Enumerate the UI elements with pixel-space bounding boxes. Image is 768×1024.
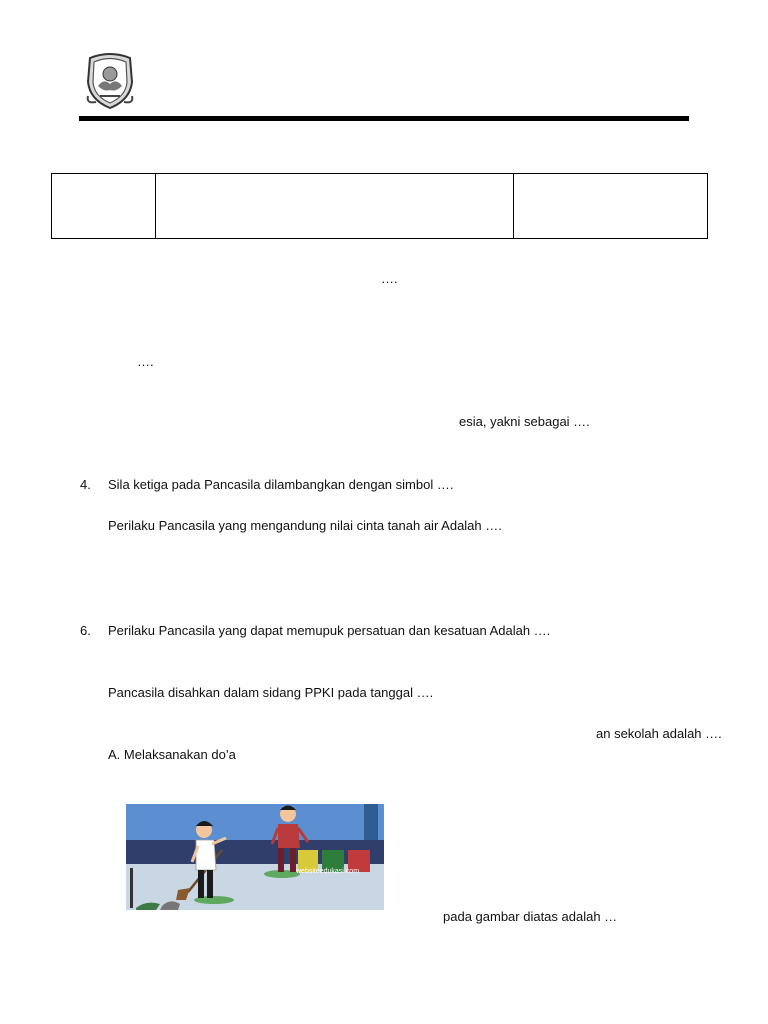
illustration-watermark: websiteedukasi.com xyxy=(296,868,360,875)
identity-cell-2 xyxy=(156,174,514,238)
q4-text: Sila ketiga pada Pancasila dilambangkan dengan simbol …. xyxy=(108,477,454,492)
q4-number: 4. xyxy=(80,477,91,492)
q1-tail: …. xyxy=(381,271,398,286)
crest-logo-icon xyxy=(82,52,138,110)
q6-text: Perilaku Pancasila yang dapat memupuk persatuan dan kesatuan Adalah …. xyxy=(108,623,551,638)
q2-tail: …. xyxy=(137,354,154,369)
identity-table xyxy=(51,173,708,239)
identity-cell-3 xyxy=(514,174,707,238)
header-rule xyxy=(79,116,689,121)
q8-tail: an sekolah adalah …. xyxy=(596,726,722,741)
q9-tail: pada gambar diatas adalah … xyxy=(443,909,618,924)
q6-number: 6. xyxy=(80,623,91,638)
identity-cell-1 xyxy=(52,174,156,238)
q8-option-a: A. Melaksanakan do’a xyxy=(108,747,236,762)
q3-tail: esia, yakni sebagai …. xyxy=(459,414,590,429)
students-cleaning-illustration-icon xyxy=(126,804,384,910)
q5-text: Perilaku Pancasila yang mengandung nilai cinta tanah air Adalah …. xyxy=(108,518,502,533)
q7-text: Pancasila disahkan dalam sidang PPKI pada tanggal …. xyxy=(108,685,434,700)
